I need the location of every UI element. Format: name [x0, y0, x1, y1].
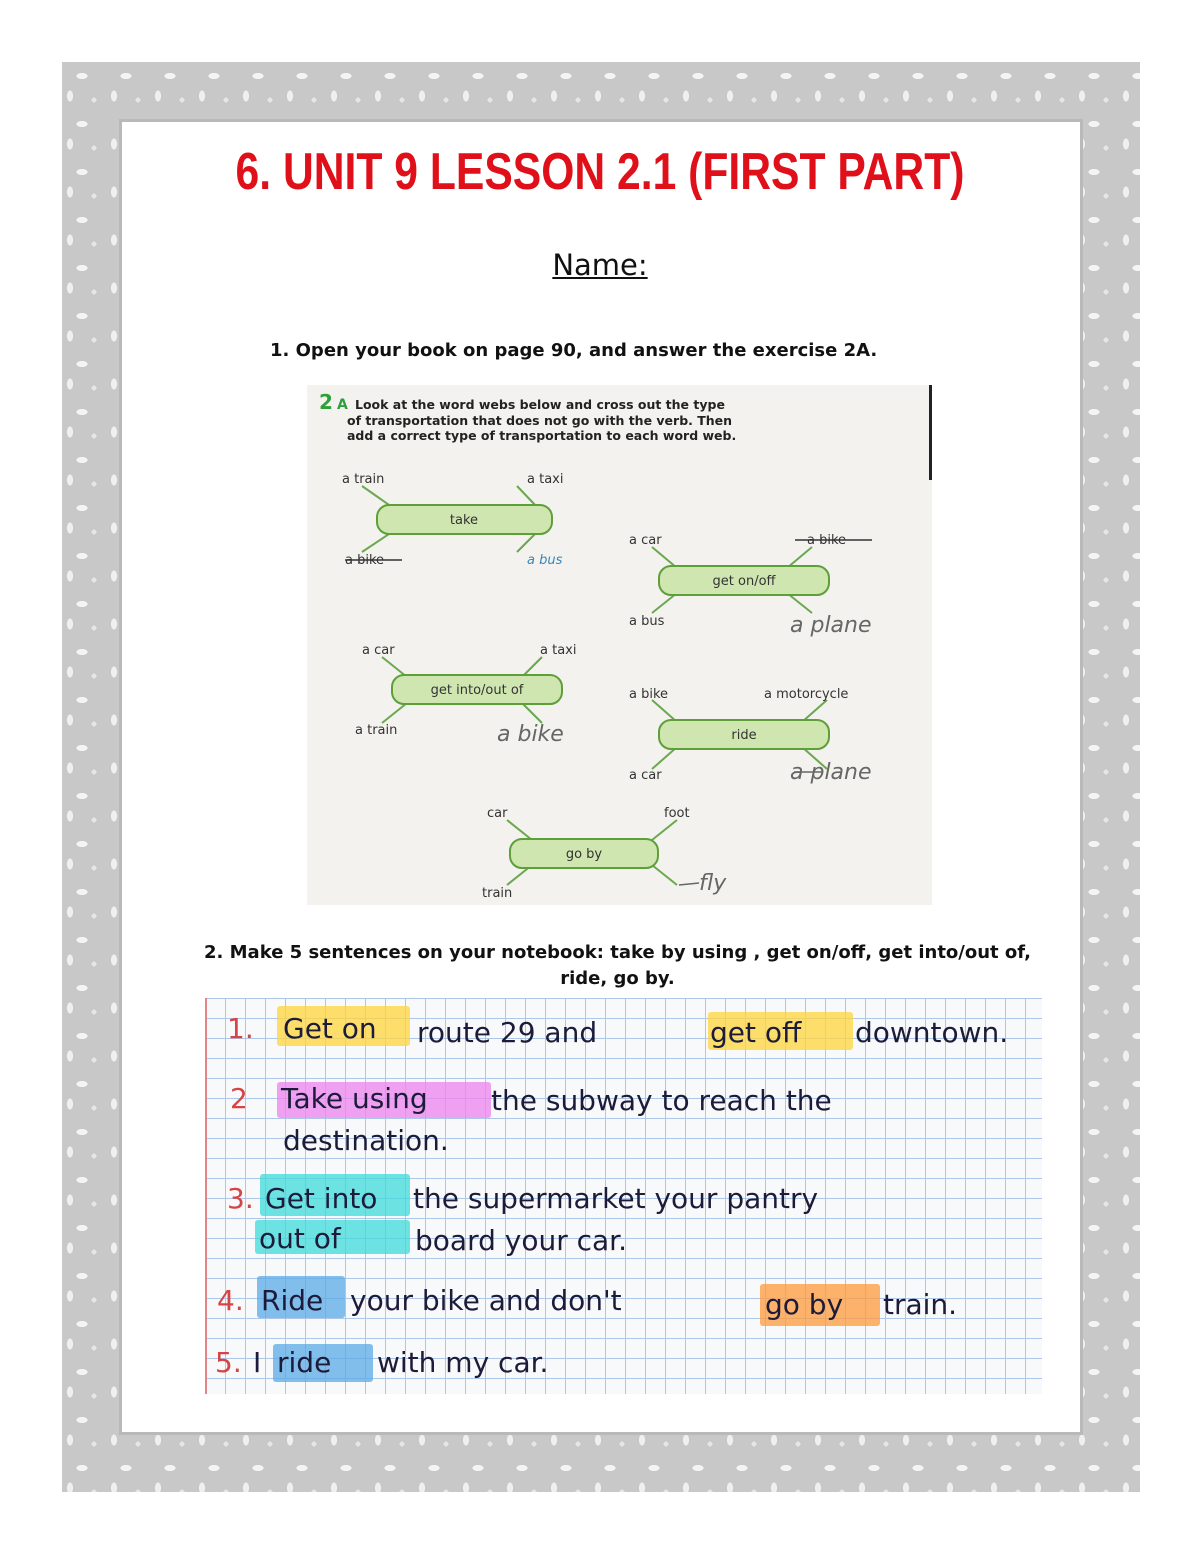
sentence-text: board your car.	[415, 1224, 628, 1257]
web-item: a bike	[629, 687, 669, 702]
sentence-number: 2	[230, 1082, 248, 1115]
verb-label: get on/off	[712, 574, 776, 589]
notebook-sentences-image	[205, 998, 1042, 1394]
sentence-highlight: Get into	[265, 1182, 378, 1215]
web-item: a train	[342, 472, 385, 487]
sentence-text: the supermarket your pantry	[413, 1182, 819, 1215]
page-title: 6. UNIT 9 LESSON 2.1 (FIRST PART)	[235, 143, 965, 201]
verb-label: take	[449, 513, 479, 528]
web-item: a taxi	[527, 472, 564, 487]
web-item: a bus	[629, 614, 665, 629]
sentence-number: 5.	[215, 1346, 242, 1379]
verb-label: ride	[731, 728, 757, 743]
web-item: a train	[355, 723, 398, 738]
sentence-text: route 29 and	[417, 1016, 598, 1049]
web-item-crossed: a bike	[345, 553, 385, 568]
sentence-text: I	[253, 1346, 262, 1379]
web-item: a car	[362, 643, 395, 658]
sentence-text: train.	[883, 1288, 958, 1321]
sentence-highlight: go by	[765, 1288, 844, 1321]
web-item: car	[487, 806, 508, 821]
web-item: a motorcycle	[764, 687, 849, 702]
word-web-take	[342, 472, 563, 568]
sentence-text: destination.	[283, 1124, 449, 1157]
word-web-get-on-off	[629, 533, 872, 638]
sentence-highlight: Ride	[261, 1284, 324, 1317]
exercise-letter: A	[337, 397, 348, 413]
web-item-crossed: a bike	[807, 533, 847, 548]
sentence-text: the subway to reach the	[491, 1084, 832, 1117]
handwritten-answer-crossed: a plane	[790, 760, 872, 785]
verb-label: get into/out of	[430, 683, 524, 698]
sentence-number: 3.	[227, 1182, 254, 1215]
sentence-text: downtown.	[855, 1016, 1009, 1049]
instruction-line: of transportation that does not go with the verb. Then	[347, 413, 733, 428]
word-web-get-into-out-of	[355, 643, 576, 747]
question-1: 1. Open your book on page 90, and answer the exercise 2A.	[270, 340, 878, 361]
web-item: foot	[664, 806, 690, 821]
sentence-text: with my car.	[377, 1346, 549, 1379]
handwritten-answer: a plane	[790, 613, 872, 638]
web-item: a car	[629, 768, 662, 783]
sentence-text: your bike and don't	[350, 1284, 622, 1317]
sentence-highlight: Take using	[281, 1082, 428, 1115]
word-web-diagram	[307, 385, 932, 905]
sentence-number: 1.	[227, 1012, 254, 1045]
sentence-highlight: Get on	[283, 1012, 377, 1045]
sentence-number: 4.	[217, 1284, 244, 1317]
handwritten-answer: fly	[699, 871, 727, 896]
instruction-line: Look at the word webs below and cross out the type	[355, 397, 725, 412]
sentence-highlight: out of	[259, 1222, 341, 1255]
web-item-answer: a bus	[527, 553, 563, 568]
exercise-number: 2	[319, 390, 333, 414]
textbook-exercise-image	[307, 385, 932, 905]
handwritten-answer: a bike	[497, 722, 564, 747]
verb-label: go by	[565, 847, 603, 862]
page-edge-bar	[929, 385, 932, 480]
sentence-highlight: ride	[277, 1346, 332, 1379]
web-item: a car	[629, 533, 662, 548]
sentence-highlight: get off	[710, 1016, 802, 1049]
name-label: Name:	[552, 248, 648, 282]
instruction-line: add a correct type of transportation to each word web.	[347, 428, 737, 443]
word-web-ride	[629, 687, 872, 785]
web-item: a taxi	[540, 643, 577, 658]
word-web-go-by	[482, 806, 727, 901]
handwritten-sentences	[205, 998, 1042, 1394]
question-2: 2. Make 5 sentences on your notebook: take by using , get on/off, get into/out of, ride, go by.	[204, 942, 1031, 989]
web-item: train	[482, 886, 513, 901]
